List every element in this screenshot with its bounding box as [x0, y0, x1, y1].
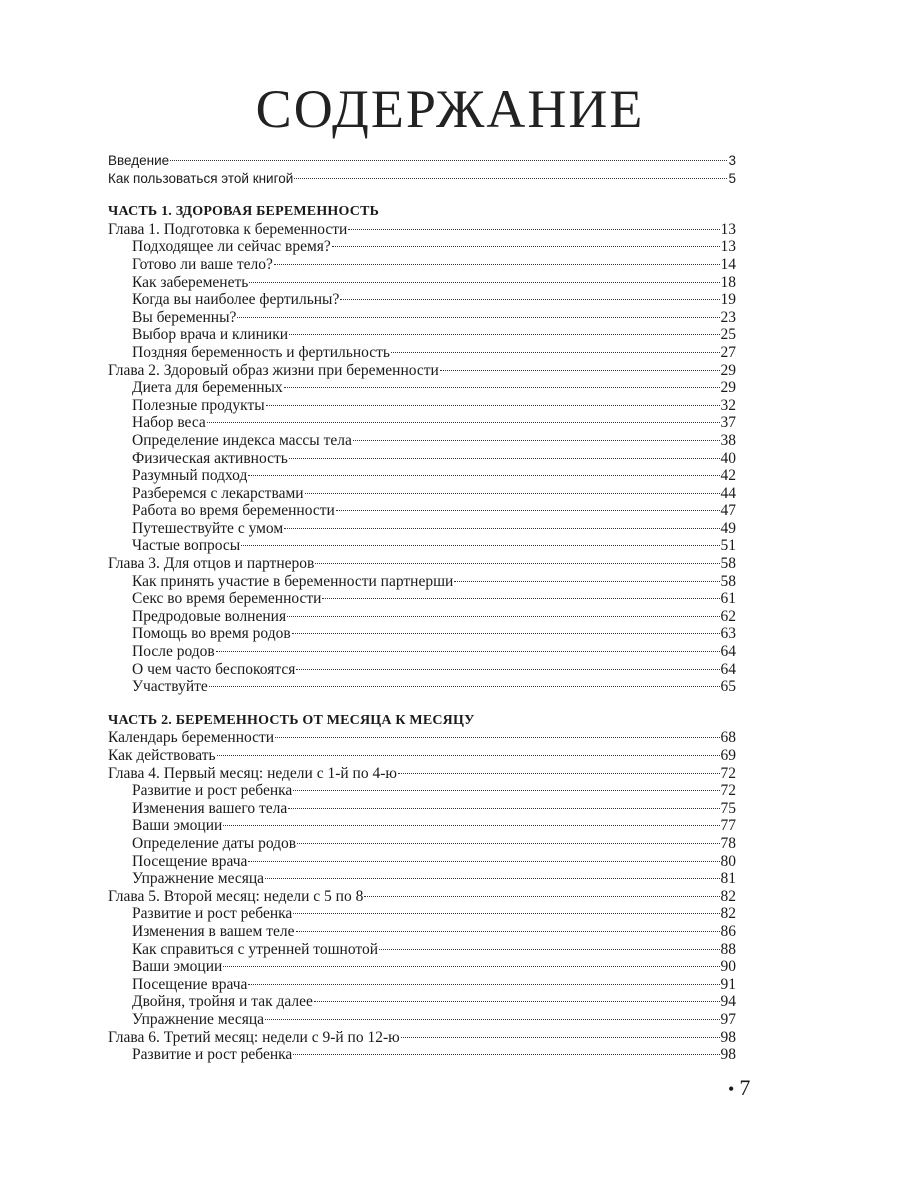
toc-page-number: 61 [720, 590, 736, 608]
dot-leader [293, 1054, 719, 1055]
dot-leader [248, 984, 719, 985]
toc-subentry [108, 274, 736, 292]
toc-subentry [108, 326, 736, 344]
dot-leader [265, 1019, 719, 1020]
toc-page-number: 75 [720, 799, 736, 817]
dot-leader [332, 246, 720, 247]
toc-entry-label: Работа во время беременности [132, 502, 335, 520]
toc-subentry [108, 397, 736, 415]
toc-page-number: 19 [720, 291, 736, 309]
toc-page-number: 27 [720, 343, 736, 361]
toc-entry-label: Развитие и рост ребенка [132, 905, 293, 923]
toc-subentry [108, 905, 736, 923]
dot-leader [289, 458, 720, 459]
toc-entry-label: Как забеременеть [132, 273, 249, 291]
toc-entry [108, 1029, 736, 1047]
dot-leader [223, 825, 719, 826]
toc-page-number: 68 [720, 729, 736, 747]
toc-page-number: 25 [720, 326, 736, 344]
toc-page-number: 81 [720, 870, 736, 888]
toc-subentry [108, 608, 736, 626]
toc-page-number: 64 [720, 643, 736, 661]
page-title: СОДЕРЖАНИЕ [255, 79, 645, 139]
dot-leader [398, 773, 720, 774]
folio-bullet: • [728, 1079, 735, 1099]
toc-subentry [108, 238, 736, 256]
toc-entry-label: Посещение врача [132, 975, 248, 993]
toc-subentry [108, 414, 736, 432]
toc-subentry [108, 1046, 736, 1064]
dot-leader [297, 843, 719, 844]
dot-leader [293, 790, 719, 791]
dot-leader [223, 966, 719, 967]
toc-subentry [108, 309, 736, 327]
toc-page-number: 98 [720, 1028, 736, 1046]
toc-entry-label: Набор веса [132, 414, 206, 432]
toc-page-number: 37 [720, 414, 736, 432]
toc-subentry [108, 432, 736, 450]
dot-leader [216, 651, 720, 652]
dot-leader [209, 686, 720, 687]
toc-page-number: 23 [720, 308, 736, 326]
toc-page-number: 44 [720, 484, 736, 502]
toc-page-number: 62 [720, 607, 736, 625]
toc-entry-label: Глава 3. Для отцов и партнеров [108, 555, 315, 573]
toc-page-number: 65 [720, 678, 736, 696]
toc-entry-label: После родов [132, 643, 215, 661]
toc-subentry [108, 661, 736, 679]
part-heading: ЧАСТЬ 1. ЗДОРОВАЯ БЕРЕМЕННОСТЬ [108, 204, 380, 220]
dot-leader [275, 737, 719, 738]
toc-entry-label: Упражнение месяца [132, 1010, 265, 1028]
toc-entry-label: Как действовать [108, 747, 216, 764]
toc-entry-label: Определение индекса массы тела [132, 431, 352, 449]
dot-leader [315, 563, 719, 564]
toc-entry [108, 747, 736, 765]
dot-leader [454, 581, 719, 582]
toc-page-number: 47 [720, 502, 736, 520]
dot-leader [336, 510, 720, 511]
toc-entry-label: Упражнение месяца [132, 870, 265, 888]
dot-leader [237, 317, 719, 318]
dot-leader [293, 913, 719, 914]
toc-page-number: 80 [720, 852, 736, 870]
toc-entry-label: Развитие и рост ребенка [132, 782, 293, 800]
toc-entry-label: Двойня, тройня и так далее [132, 993, 313, 1011]
toc-entry-label: Как справиться с утренней тошнотой [132, 940, 379, 958]
toc-entry-label: Участвуйте [132, 678, 208, 696]
dot-leader [170, 160, 727, 161]
dot-leader [353, 440, 720, 441]
dot-leader [266, 405, 720, 406]
dot-leader [217, 755, 720, 756]
toc-page-number: 3 [728, 153, 736, 168]
toc-entry-label: Изменения вашего тела [132, 799, 288, 817]
toc-entry-label: Глава 5. Второй месяц: недели с 5 по 8 [108, 887, 364, 905]
toc-page-number: 90 [720, 958, 736, 976]
toc-subentry [108, 993, 736, 1011]
toc-page-number: 42 [720, 467, 736, 485]
toc-page-number: 13 [720, 238, 736, 256]
toc-page-number: 94 [720, 993, 736, 1011]
dot-leader [289, 334, 719, 335]
section-spacer [108, 187, 736, 203]
dot-leader [305, 493, 720, 494]
toc-subentry [108, 923, 736, 941]
toc-page-number: 40 [720, 449, 736, 467]
toc-page-number: 72 [720, 764, 736, 782]
toc-subentry [108, 256, 736, 274]
toc-subentry [108, 958, 736, 976]
toc-entry-label: Выбор врача и клиники [132, 326, 289, 344]
toc-page-number: 69 [720, 747, 736, 764]
toc-entry-label: Посещение врача [132, 852, 248, 870]
toc-entry-label: Подходящее ли сейчас время? [132, 238, 331, 256]
toc-entry-label: Предродовые волнения [132, 607, 287, 625]
toc-page-number: 86 [720, 922, 736, 940]
toc-page-number: 77 [720, 817, 736, 835]
toc-subentry [108, 485, 736, 503]
dot-leader [391, 352, 720, 353]
toc-page-number: 63 [720, 625, 736, 643]
toc-page-number: 38 [720, 431, 736, 449]
section-spacer [108, 696, 736, 712]
toc-entry-label: Частые вопросы [132, 537, 241, 555]
toc-page-number: 58 [720, 555, 736, 573]
dot-leader [288, 808, 719, 809]
dot-leader [292, 633, 720, 634]
toc-entry-label: Когда вы наиболее фертильны? [132, 291, 340, 309]
toc-subentry [108, 1011, 736, 1029]
dot-leader [379, 949, 719, 950]
dot-leader [296, 669, 719, 670]
toc-entry [108, 555, 736, 573]
toc-subentry [108, 502, 736, 520]
toc-page-number: 91 [720, 975, 736, 993]
toc-page-number: 5 [728, 170, 736, 186]
toc-subentry [108, 782, 736, 800]
toc-entry-label: О чем часто беспокоятся [132, 660, 296, 678]
toc-entry-label: Полезные продукты [132, 396, 265, 414]
dot-leader [248, 861, 719, 862]
toc-page-number: 64 [720, 660, 736, 678]
toc-entry-label: Физическая активность [132, 449, 288, 467]
toc-page-number: 29 [720, 379, 736, 397]
toc-entry-label: Глава 6. Третий месяц: недели с 9-й по 12-ю [108, 1028, 400, 1046]
toc-subentry [108, 817, 736, 835]
toc-entry-label: Введение [108, 153, 170, 168]
dot-leader [340, 299, 719, 300]
toc-page-number: 51 [720, 537, 736, 555]
dot-leader [248, 475, 719, 476]
toc-entry-label: Секс во время беременности [132, 590, 322, 608]
toc-entry-label: Разберемся с лекарствами [132, 484, 304, 502]
toc-page-number: 58 [720, 572, 736, 590]
toc-page-number: 78 [720, 834, 736, 852]
dot-leader [207, 422, 720, 423]
toc-page-number: 32 [720, 396, 736, 414]
toc-entry-label: Помощь во время родов [132, 625, 291, 643]
part-heading: ЧАСТЬ 2. БЕРЕМЕННОСТЬ ОТ МЕСЯЦА К МЕСЯЦУ [108, 712, 475, 728]
toc-entry-label: Глава 1. Подготовка к беременности [108, 220, 348, 238]
toc-page-number: 29 [720, 361, 736, 379]
dot-leader [284, 387, 720, 388]
folio-page-number: 7 [739, 1075, 751, 1100]
toc-page-number: 82 [720, 905, 736, 923]
toc-entry-label: Глава 2. Здоровый образ жизни при беременности [108, 361, 439, 379]
toc-entry-label: Диета для беременных [132, 379, 283, 397]
toc-entry-label: Изменения в вашем теле [132, 922, 295, 940]
toc-entry-label: Вы беременны? [132, 308, 237, 326]
dot-leader [294, 178, 727, 179]
dot-leader [249, 282, 719, 283]
dot-leader [440, 370, 720, 371]
toc-entry [108, 170, 736, 188]
toc-subentry [108, 590, 736, 608]
toc-subentry [108, 678, 736, 696]
toc-entry-label: Глава 4. Первый месяц: недели с 1-й по 4-ю [108, 764, 397, 782]
toc-subentry [108, 976, 736, 994]
page-folio [728, 1075, 750, 1101]
toc-subentry [108, 379, 736, 397]
toc-entry [108, 152, 736, 170]
dot-leader [322, 598, 719, 599]
toc-subentry [108, 573, 736, 591]
toc-entry [108, 765, 736, 783]
dot-leader [241, 545, 719, 546]
toc-subentry [108, 520, 736, 538]
dot-leader [314, 1001, 720, 1002]
toc-entry-label: Готово ли ваше тело? [132, 255, 273, 273]
toc-subentry [108, 800, 736, 818]
toc-page-number: 82 [720, 887, 736, 905]
toc-subentry [108, 941, 736, 959]
toc-page-number: 88 [720, 940, 736, 958]
toc-page-number: 13 [720, 220, 736, 238]
toc-entry-label: Как пользоваться этой книгой [108, 170, 294, 186]
toc-entry [108, 729, 736, 747]
toc-subentry [108, 643, 736, 661]
dot-leader [284, 528, 719, 529]
dot-leader [296, 931, 720, 932]
toc-subentry [108, 625, 736, 643]
dot-leader [348, 229, 719, 230]
toc-page-number: 72 [720, 782, 736, 800]
toc-page-number: 49 [720, 519, 736, 537]
toc-page-number: 18 [720, 273, 736, 291]
dot-leader [287, 616, 719, 617]
toc-subentry [108, 870, 736, 888]
toc-page-number: 14 [720, 255, 736, 273]
toc-subentry [108, 467, 736, 485]
table-of-contents [108, 152, 736, 1064]
toc-entry-label: Поздняя беременность и фертильность [132, 343, 390, 361]
toc-entry-label: Разумный подход [132, 467, 248, 485]
toc-subentry [108, 853, 736, 871]
toc-entry-label: Как принять участие в беременности партнерши [132, 572, 454, 590]
toc-subentry [108, 835, 736, 853]
toc-entry [108, 888, 736, 906]
toc-subentry [108, 450, 736, 468]
toc-entry-label: Определение даты родов [132, 834, 297, 852]
toc-subentry [108, 291, 736, 309]
toc-page-number: 97 [720, 1010, 736, 1028]
dot-leader [364, 896, 719, 897]
toc-entry-label: Ваши эмоции [132, 958, 223, 976]
toc-entry-label: Календарь беременности [108, 729, 275, 747]
dot-leader [274, 264, 720, 265]
toc-entry-label: Путешествуйте с умом [132, 519, 284, 537]
dot-leader [265, 878, 719, 879]
toc-subentry [108, 537, 736, 555]
toc-entry [108, 362, 736, 380]
toc-entry-label: Ваши эмоции [132, 817, 223, 835]
toc-page-number: 98 [720, 1046, 736, 1064]
toc-entry [108, 221, 736, 239]
toc-subentry [108, 344, 736, 362]
dot-leader [401, 1037, 720, 1038]
toc-entry-label: Развитие и рост ребенка [132, 1046, 293, 1064]
